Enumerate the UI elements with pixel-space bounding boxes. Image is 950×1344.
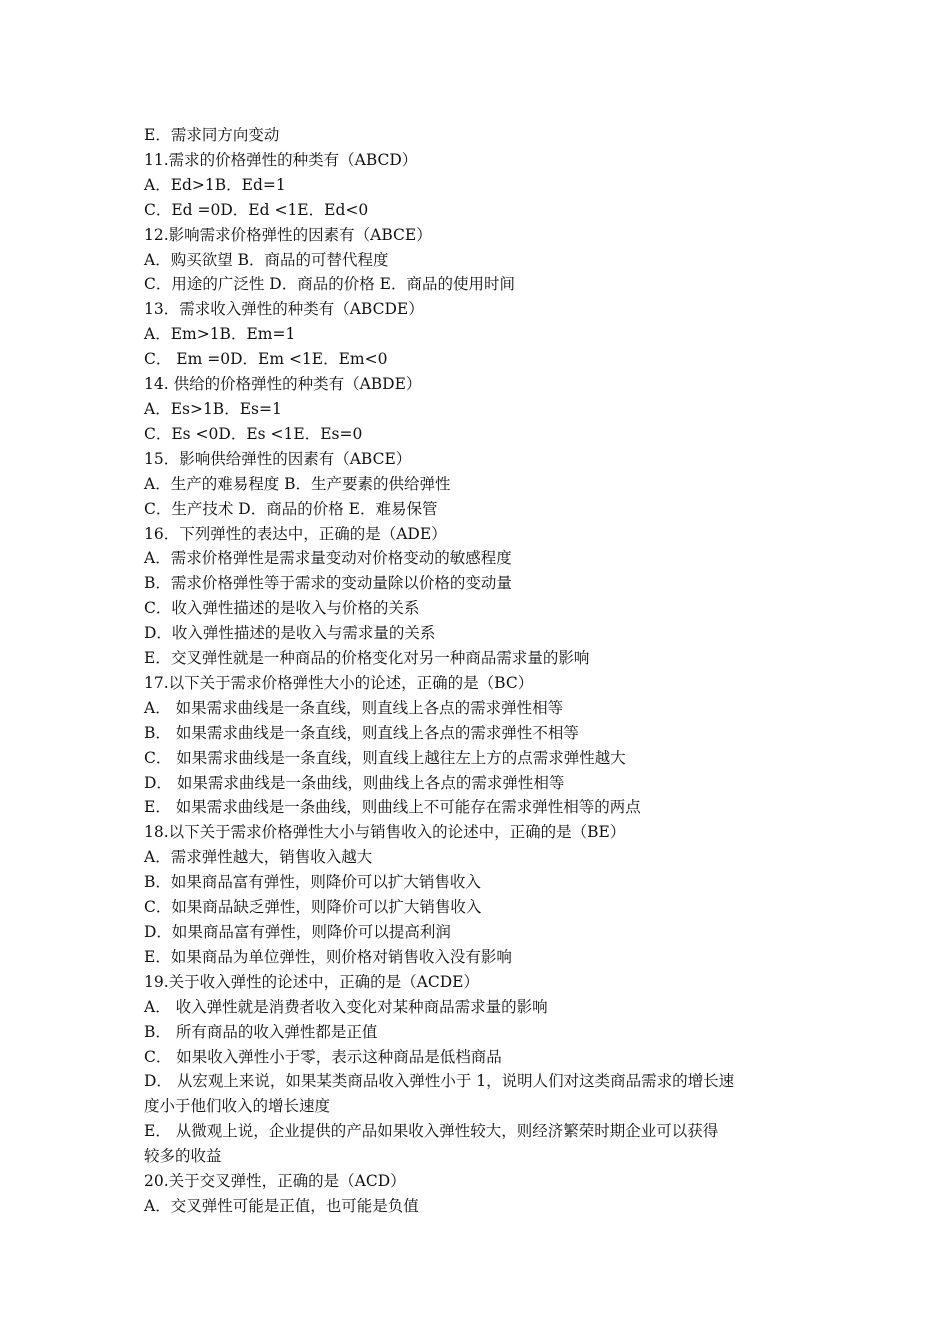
option-b: B．如果商品富有弹性，则降价可以扩大销售收入 — [144, 873, 481, 892]
option-b: B． 如果需求曲线是一条直线，则直线上各点的需求弹性不相等 — [144, 723, 579, 742]
option-c: C．如果商品缺乏弹性，则降价可以扩大销售收入 — [144, 898, 482, 917]
question-15: 15．影响供给弹性的因素有（ABCE） — [144, 449, 412, 468]
options-line: A．Es>1B．Es=1 — [144, 399, 282, 418]
option-d-continued: 度小于他们收入的增长速度 — [144, 1097, 331, 1116]
option-e: E．如果商品为单位弹性，则价格对销售收入没有影响 — [144, 947, 512, 966]
option-d: D． 如果需求曲线是一条曲线，则曲线上各点的需求弹性相等 — [144, 773, 565, 792]
text-line: E．需求同方向变动 — [144, 126, 280, 144]
question-13: 13．需求收入弹性的种类有（ABCDE） — [144, 300, 424, 319]
option-a: A．需求价格弹性是需求量变动对价格变动的敏感程度 — [144, 549, 512, 568]
option-a: A． 如果需求曲线是一条直线，则直线上各点的需求弹性相等 — [144, 698, 564, 717]
option-e: E． 从微观上说，企业提供的产品如果收入弹性较大，则经济繁荣时期企业可以获得 — [144, 1122, 719, 1141]
question-16: 16．下列弹性的表达中，正确的是（ADE） — [144, 524, 447, 543]
options-line: C． Em =0D．Em <1E．Em<0 — [144, 350, 388, 369]
option-b: B．需求价格弹性等于需求的变动量除以价格的变动量 — [144, 574, 512, 593]
question-12: 12.影响需求价格弹性的因素有（ABCE） — [144, 225, 432, 244]
question-19: 19.关于收入弹性的论述中，正确的是（ACDE） — [144, 972, 479, 991]
options-line: C．Es <0D．Es <1E．Es=0 — [144, 424, 363, 443]
document-page — [144, 123, 804, 1219]
question-20: 20.关于交叉弹性，正确的是（ACD） — [144, 1172, 406, 1191]
options-line: C．生产技术 D．商品的价格 E．难易保管 — [144, 499, 438, 518]
option-d: D．收入弹性描述的是收入与需求量的关系 — [144, 624, 436, 643]
options-line: A．Ed>1B．Ed=1 — [144, 175, 286, 194]
option-a: A．需求弹性越大，销售收入越大 — [144, 848, 373, 867]
options-line: C．用途的广泛性 D．商品的价格 E．商品的使用时间 — [144, 275, 515, 294]
option-c: C． 如果需求曲线是一条直线，则直线上越往左上方的点需求弹性越大 — [144, 748, 626, 767]
option-e-continued: 较多的收益 — [144, 1147, 222, 1166]
option-e: E．交叉弹性就是一种商品的价格变化对另一种商品需求量的影响 — [144, 649, 590, 668]
option-a: A．交叉弹性可能是正值，也可能是负值 — [144, 1196, 419, 1215]
options-line: A．生产的难易程度 B．生产要素的供给弹性 — [144, 474, 451, 493]
option-e: E． 如果需求曲线是一条曲线，则曲线上不可能存在需求弹性相等的两点 — [144, 798, 641, 817]
option-c: C． 如果收入弹性小于零，表示这种商品是低档商品 — [144, 1047, 502, 1066]
question-14: 14. 供给的价格弹性的种类有（ABDE） — [144, 375, 422, 394]
question-17: 17.以下关于需求价格弹性大小的论述，正确的是（BC） — [144, 673, 534, 692]
options-line: A．Em>1B．Em=1 — [144, 325, 296, 344]
option-d: D． 从宏观上来说，如果某类商品收入弹性小于 1，说明人们对这类商品需求的增长速 — [144, 1072, 735, 1091]
option-d: D．如果商品富有弹性，则降价可以提高利润 — [144, 923, 451, 941]
option-a: A． 收入弹性就是消费者收入变化对某种商品需求量的影响 — [144, 997, 548, 1016]
options-line: A．购买欲望 B．商品的可替代程度 — [144, 250, 389, 269]
options-line: C．Ed =0D．Ed <1E．Ed<0 — [144, 200, 369, 219]
question-18: 18.以下关于需求价格弹性大小与销售收入的论述中，正确的是（BE） — [144, 823, 626, 842]
question-11: 11.需求的价格弹性的种类有（ABCD） — [144, 150, 418, 169]
option-c: C．收入弹性描述的是收入与价格的关系 — [144, 599, 420, 618]
option-b: B． 所有商品的收入弹性都是正值 — [144, 1022, 378, 1041]
